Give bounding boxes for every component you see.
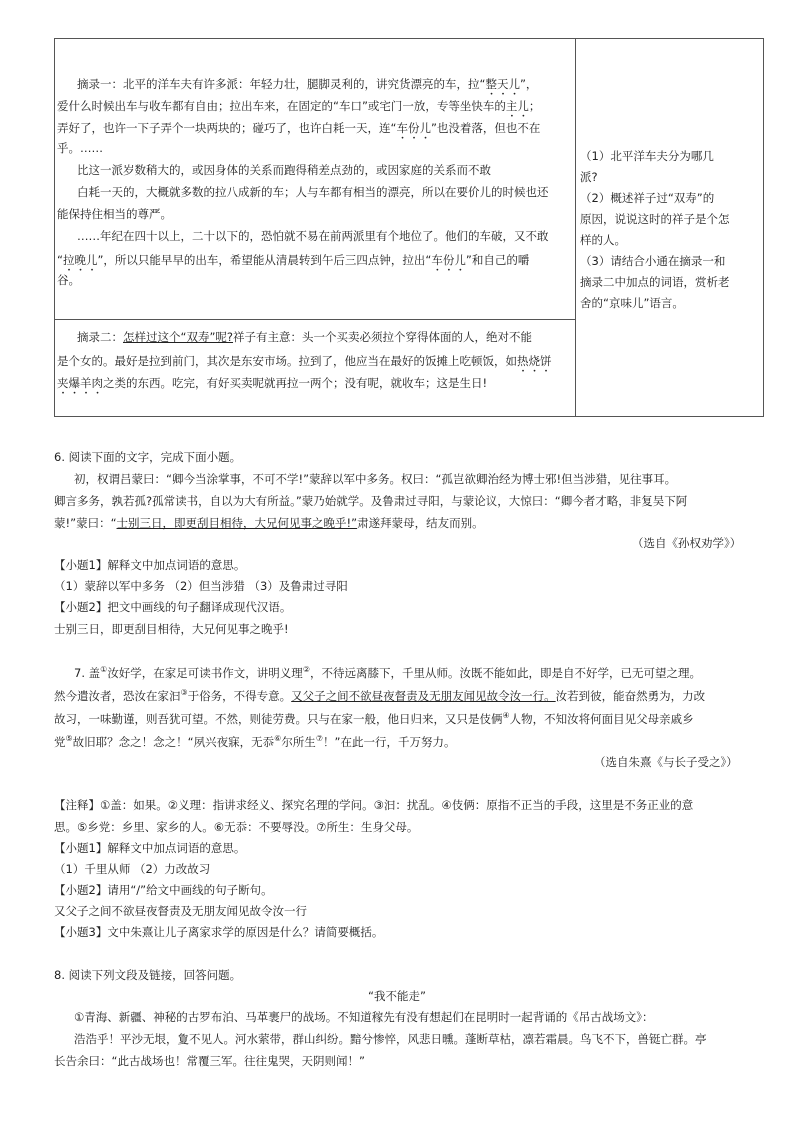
section8-para-line3: 长告余曰：“此古战场也！常覆三军。往往鬼哭，天阴则闻！” xyxy=(54,1054,365,1068)
section8-heading: 8. 阅读下列文段及链接，回答问题。 xyxy=(54,968,242,982)
excerpt1-line5: 比这一派岁数稍大的，或因身体的关系而跑得稍差点劲的，或因家庭的关系而不敢 xyxy=(77,163,491,177)
section6-q1-items: （1）蒙辞以军中多务 （2）但当涉猎 （3）及鲁肃过寻阳 xyxy=(54,579,348,593)
section8-title: “我不能走” xyxy=(368,989,426,1003)
question-2-line3: 样的人。 xyxy=(580,233,626,247)
section6-para-line2: 卿言多务，孰若孤?孤常读书，自以为大有所益。”蒙乃始就学。及鲁肃过寻阳，与蒙论议，大惊曰：“卿今者才略，非复吴下阿 xyxy=(54,494,688,508)
section7-q1-items: （1）千里从师 （2）力改故习 xyxy=(54,862,211,876)
section6-source: （选自《孙权劝学》） xyxy=(632,536,742,550)
question-3-line2: 摘录二中加点的词语，赏析老 xyxy=(580,275,730,289)
excerpt-one-cell xyxy=(55,39,576,320)
section6-q2-line: 士别三日，即更刮目相待，大兄何见事之晚乎! xyxy=(54,622,289,636)
section7-note-line2: 思。⑤乡党：乡里、家乡的人。⑥无忝：不要辱没。⑦所生：生身父母。 xyxy=(54,820,419,834)
excerpt2-line3: 夹爆羊肉之类的东西。吃完，有好买卖呢就再拉一两个；没有呢，就收车；这是生日! xyxy=(57,376,488,390)
excerpt1-line6: 白耗一天的，大概就多数的拉八成新的车；人与车都有相当的漂亮，所以在要价儿的时候也还 xyxy=(77,185,549,199)
excerpt1-line7: 能保持住相当的尊严。 xyxy=(57,207,172,221)
question-2-line2: 原因，说说这时的祥子是个怎 xyxy=(580,212,730,226)
section8-para-line2: 浩浩乎！平沙无垠，夐不见人。河水萦带，群山纠纷。黯兮惨悴，风悲日曛。蓬断草枯，凛若霜晨。鸟飞不下，兽铤亡群。亭 xyxy=(74,1032,707,1046)
question-3-line1: （3）请结合小通在摘录一和 xyxy=(580,254,726,268)
section7-para-line2: 然今遣汝者，恐汝在家汩③于俗务，不得专意。又父子之间不欲昼夜督责及无朋友闻见故令汝一行。汝若到彼，能奋然勇为，力改 xyxy=(54,688,706,703)
reading-table xyxy=(54,38,764,417)
section6-heading: 6. 阅读下面的文字，完成下面小题。 xyxy=(54,450,242,464)
excerpt1-line2: 爱什么时候出车与收车都有自由；拉出车来，在固定的“车口”或宅门一放，专等坐快车的主儿； xyxy=(57,99,541,113)
section7-q2: 【小题2】请用“/”给文中画线的句子断句。 xyxy=(54,883,273,897)
section7-para-line3: 故习，一味勤谨，则吾犹可望。不然，则徒劳费。只与在家一般，他日归来，又只是伎俩④人物，不知汝将何面目见父母亲戚乡 xyxy=(54,711,694,726)
section6-q1: 【小题1】解释文中加点词语的意思。 xyxy=(54,558,246,572)
excerpt1-line1: 摘录一：北平的洋车夫有许多派：年轻力壮，腿脚灵利的，讲究货漂亮的车，拉“整天儿”， xyxy=(77,77,538,91)
section7-source: （选自朱熹《与长子受之》） xyxy=(594,755,738,769)
question-2-line1: （2）概述祥子过“双寿”的 xyxy=(580,191,715,205)
section6-para-line1: 初，权谓吕蒙曰：“卿今当涂掌事，不可不学!”蒙辞以军中多务。权曰：“孤岂欲卿治经为博士邪!但当涉猎，见往事耳。 xyxy=(74,472,677,486)
section6-para-line3: 蒙!”蒙曰：“士别三日，即更刮目相待，大兄何见事之晚乎!”肃遂拜蒙母，结友而别。 xyxy=(54,516,484,530)
excerpt-two-cell xyxy=(55,320,576,417)
excerpt1-line9: “拉晚儿”，所以只能早早的出车，希望能从清晨转到午后三四点钟，拉出“车份儿”和自己的嚼 xyxy=(57,253,530,267)
question-3-line3: 舍的“京味儿”语言。 xyxy=(580,296,684,310)
section6-q2: 【小题2】把文中画线的句子翻译成现代汉语。 xyxy=(54,600,292,614)
section7-note-line1: 【注释】①盖：如果。②义理：指讲求经义、探究名理的学问。③汩：扰乱。④伎俩：原指不正当的手段，这里是不务正业的意 xyxy=(54,798,694,812)
section7-q3: 【小题3】文中朱熹让儿子离家求学的原因是什么？请简要概括。 xyxy=(54,925,384,939)
section7-q2-line: 又父子之间不欲昼夜督责及无朋友闻见故令汝一行 xyxy=(54,904,307,918)
section7-para-line1: 7. 盖①汝好学，在家足可读书作文，讲明义理②，不待远离膝下，千里从师。汝既不能如此，即是自不好学，已无可望之理。 xyxy=(74,665,701,680)
excerpt1-line3: 弄好了，也许一下子弄个一块两块的；碰巧了，也许白耗一天，连“车份儿”也没着落，但也不在 xyxy=(57,121,541,135)
section7-para-line4: 党⑤故旧耶？念之！念之！“夙兴夜寐，无忝⑥尔所生⑦！”在此一行，千万努力。 xyxy=(54,734,456,749)
question-1-line2: 派? xyxy=(580,170,598,184)
excerpt2-line1: 摘录二：怎样过这个“双寿”呢?祥子有主意：头一个买卖必须拉个穿得体面的人，绝对不能 xyxy=(77,330,533,344)
excerpt1-line4: 乎。…… xyxy=(57,141,103,155)
section8-para-line1: ①青海、新疆、神秘的古罗布泊、马革裹尸的战场。不知道稼先有没有想起们在昆明时一起背诵的《吊古战场文》： xyxy=(74,1010,654,1024)
excerpt1-line10: 谷。 xyxy=(57,273,80,287)
section7-q1: 【小题1】解释文中加点词语的意思。 xyxy=(54,841,246,855)
question-1-line1: （1）北平洋车夫分为哪几 xyxy=(580,149,714,163)
excerpt1-line8: ……年纪在四十以上，二十以下的，恐怕就不易在前两派里有个地位了。他们的车破，又不敢 xyxy=(77,229,549,243)
excerpt2-line2: 是个女的。最好是拉到前门，其次是东安市场。拉到了，他应当在最好的饭摊上吃顿饭，如热烧饼 xyxy=(57,354,552,368)
questions-cell xyxy=(576,39,764,417)
